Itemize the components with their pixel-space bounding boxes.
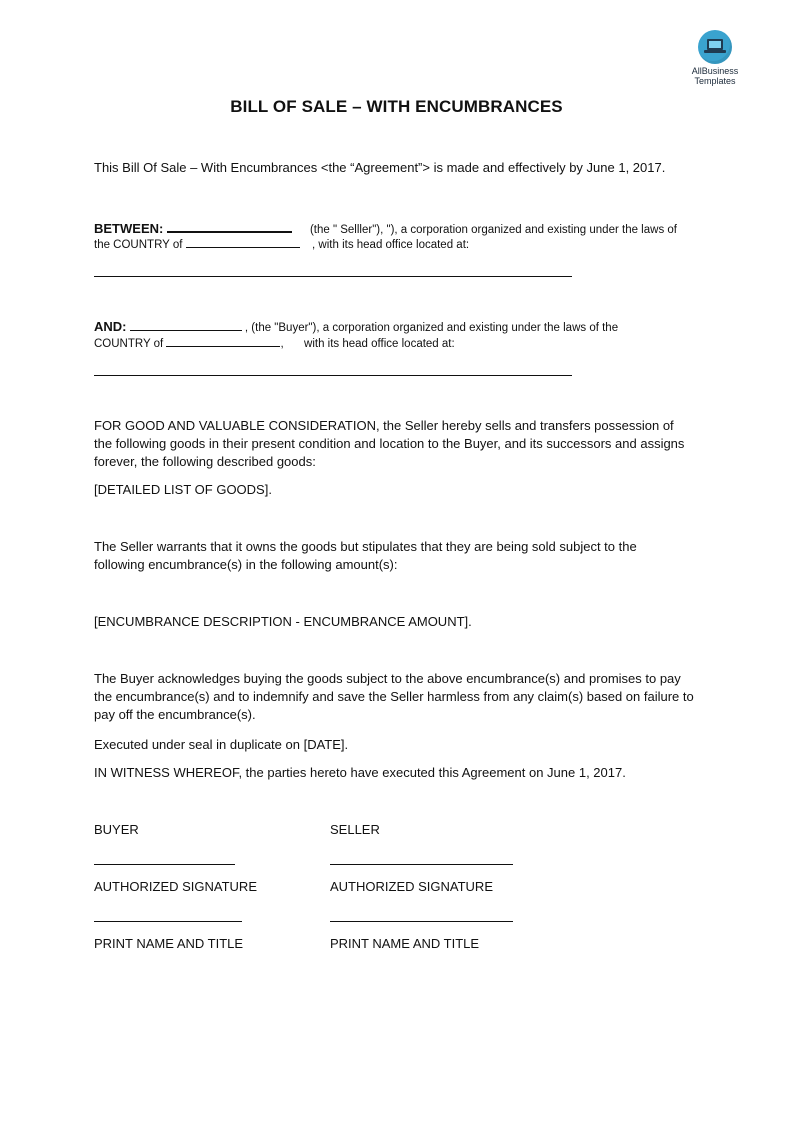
between-label: BETWEEN: [94, 221, 164, 236]
and-line-2: COUNTRY of , with its head office located at: [94, 334, 455, 352]
executed-line: Executed under seal in duplicate on [DATE]. [94, 737, 349, 752]
buyer-name-line[interactable] [94, 921, 242, 922]
between-line-2 [94, 235, 469, 253]
and-text-2: COUNTRY of [94, 338, 164, 350]
witness-line: IN WITNESS WHEREOF, the parties hereto have executed this Agreement on June 1, 2017. [94, 765, 626, 780]
goods-list-placeholder: [DETAILED LIST OF GOODS]. [94, 482, 272, 497]
seller-name-blank[interactable] [167, 219, 292, 233]
seller-heading: SELLER [330, 822, 380, 837]
laptop-icon [698, 30, 732, 64]
seller-signature-label: AUTHORIZED SIGNATURE [330, 879, 493, 894]
seller-signature-line[interactable] [330, 864, 513, 865]
buyer-signature-line[interactable] [94, 864, 235, 865]
seller-address-blank[interactable] [94, 276, 572, 277]
between-text-2: the COUNTRY of [94, 239, 183, 251]
seller-name-line[interactable] [330, 921, 513, 922]
allbusiness-templates-logo [686, 30, 744, 86]
encumbrance-placeholder: [ENCUMBRANCE DESCRIPTION - ENCUMBRANCE AMOUNT]. [94, 614, 472, 629]
warranty-paragraph: The Seller warrants that it owns the goods but stipulates that they are being sold subject to the following encumbrance(s) in the following amount(s): [94, 539, 637, 572]
buyer-country-blank[interactable] [166, 334, 280, 347]
document-title: BILL OF SALE – WITH ENCUMBRANCES [230, 97, 563, 116]
between-text-3: , with its head office located at: [312, 239, 470, 251]
buyer-address-blank[interactable] [94, 375, 572, 376]
and-text-1: , (the "Buyer"), a corporation organized and existing under the laws of the [244, 322, 619, 334]
buyer-name-label: PRINT NAME AND TITLE [94, 936, 244, 951]
between-text-1: (the " Selller"), "), a corporation organized and existing under the laws of [309, 224, 677, 236]
seller-country-blank[interactable] [186, 235, 300, 248]
logo-line-2: Templates [694, 76, 736, 86]
consideration-paragraph: FOR GOOD AND VALUABLE CONSIDERATION, the Seller hereby sells and transfers possession of the following goods in their present condition and location to the Buyer, and its successors and assigns forever, the following described goods: [94, 418, 685, 469]
buyer-name-blank[interactable] [130, 318, 242, 331]
and-text-3: with its head office located at: [304, 338, 455, 350]
acknowledgement-paragraph: The Buyer acknowledges buying the goods subject to the above encumbrance(s) and promises to pay the encumbrance(s) and to indemnify and save the Seller harmless from any claim(s) based on failure to pay off the encumbrance(s). [94, 671, 694, 722]
logo-line-1: AllBusiness [691, 66, 739, 76]
buyer-signature-label: AUTHORIZED SIGNATURE [94, 879, 257, 894]
seller-name-label: PRINT NAME AND TITLE [330, 936, 480, 951]
intro-paragraph: This Bill Of Sale – With Encumbrances <the “Agreement”> is made and effectively by June 1, 2017. [94, 160, 666, 175]
buyer-heading: BUYER [94, 822, 139, 837]
and-label: AND: [94, 319, 127, 334]
